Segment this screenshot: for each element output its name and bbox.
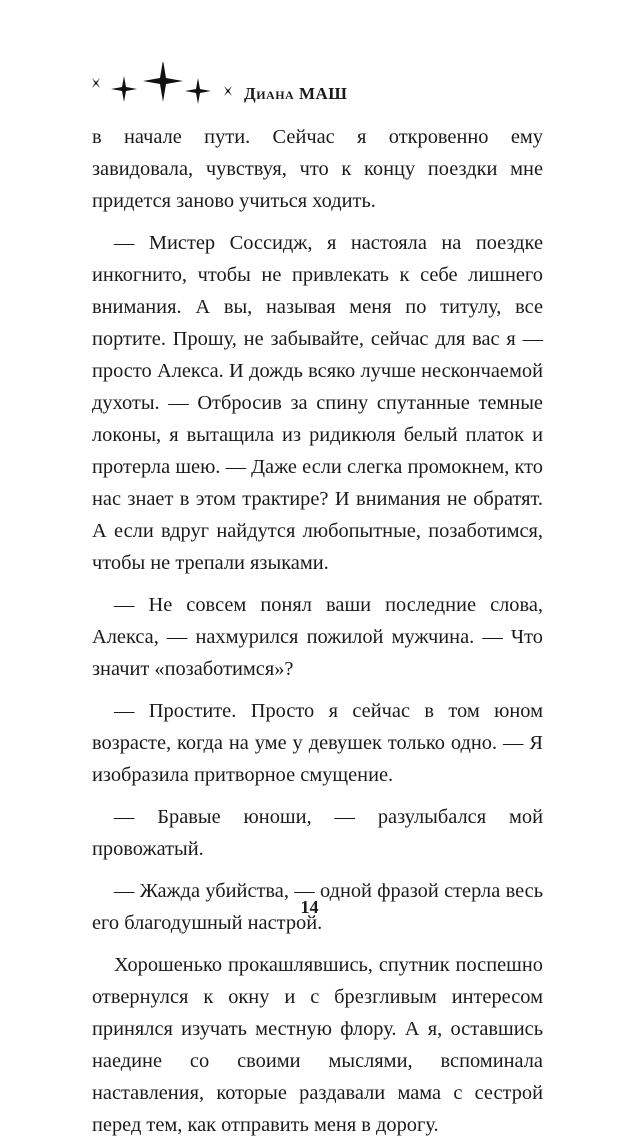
body-text xyxy=(92,121,543,1141)
paragraph: — Не совсем понял ваши последние слова, Алекса, — нахмурился пожилой мужчина. — Что значит «позаботимся»? xyxy=(92,594,543,680)
paragraph: — Мистер Соссидж, я настояла на поездке инкогнито, чтобы не привлекать к себе лишнего внимания. А вы, называя меня по титулу, все портите. Прошу, не забывайте, сейчас для вас я — просто Алекса. И дождь всяко лучше нескончаемой духоты. — Отбросив за спину спутанные темные локоны, я вытащила из ридикюля белый платок и протерла шею. — Даже если слегка промокнем, кто нас знает в этом трактире? И внимания не обратят. А если вдруг найдутся любопытные, позаботимся, чтобы не трепали языками. xyxy=(92,232,543,574)
star-sparkle-icon xyxy=(86,62,246,112)
author-name: Диана МАШ xyxy=(244,84,348,103)
paragraph: Хорошенько прокашлявшись, спутник поспешно отвернулся к окну и с брезгливым интересом принялся изучать местную флору. А я, оставшись наедине со своими мыслями, вспоминала наставления, которые раздавали мама с сестрой перед тем, как отправить меня в дорогу. xyxy=(92,954,543,1136)
page-number: 14 xyxy=(300,897,319,917)
paragraph: в начале пути. Сейчас я откровенно ему завидовала, чувствуя, что к концу поездки мне придется заново учиться ходить. xyxy=(92,126,543,212)
paragraph: — Жажда убийства, — одной фразой стерла весь его благодушный настрой. xyxy=(92,880,543,934)
paragraph: — Бравые юноши, — разулыбался мой провожатый. xyxy=(92,806,543,860)
paragraph: — Простите. Просто я сейчас в том юном возрасте, когда на уме у девушек только одно. — Я изобразила притворное смущение. xyxy=(92,700,543,786)
running-header xyxy=(86,62,386,122)
